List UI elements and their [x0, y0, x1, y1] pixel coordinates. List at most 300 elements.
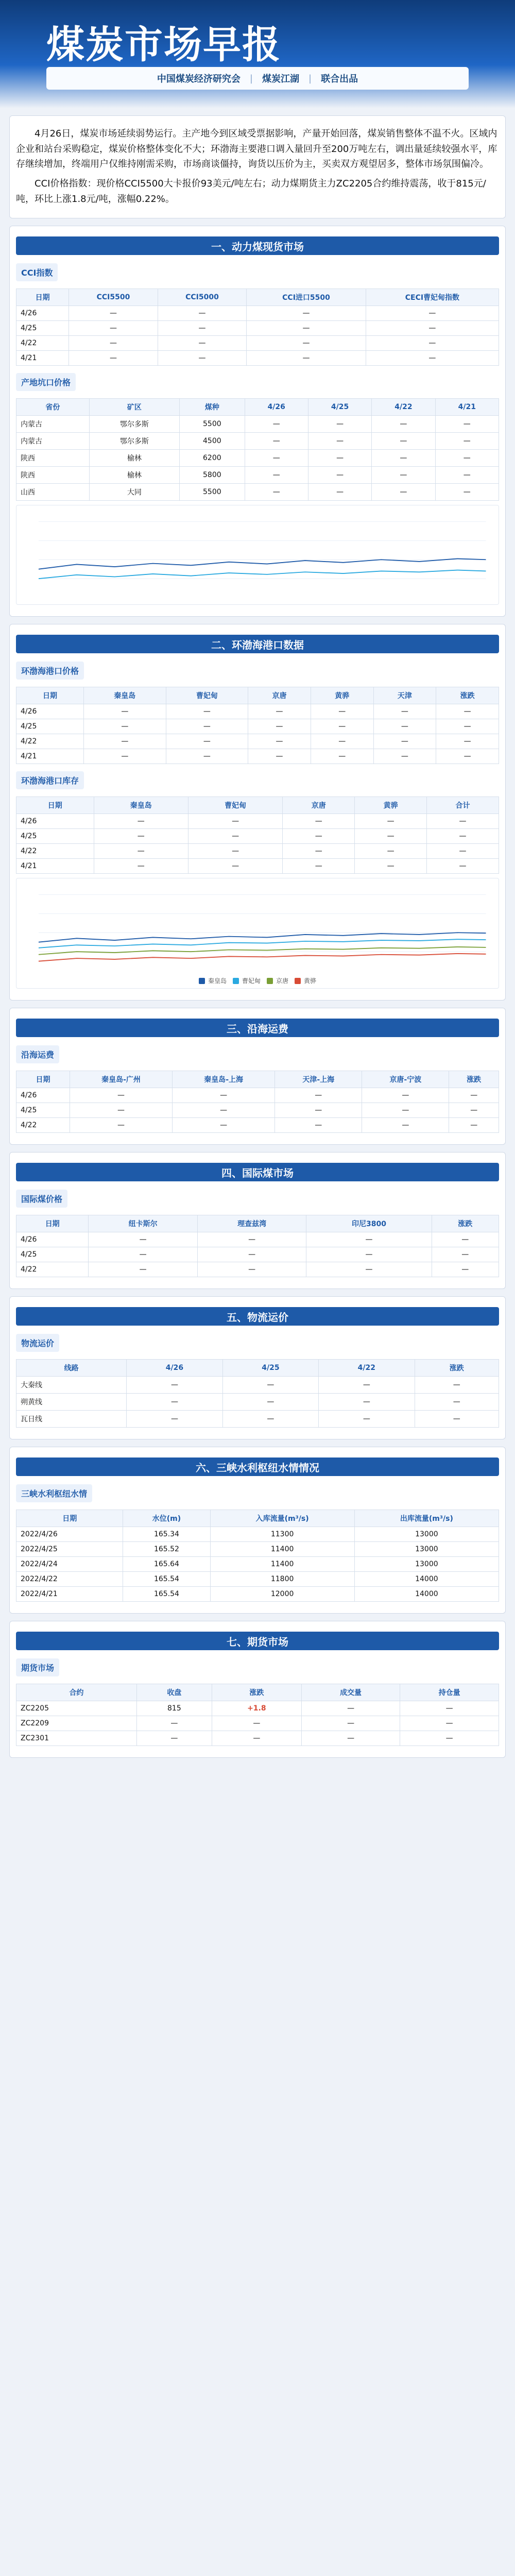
org-mtjh: 煤炭江湖 — [262, 74, 299, 84]
cell: 朔黄线 — [16, 1394, 127, 1411]
cell: — — [70, 1103, 172, 1118]
port-prices-table — [16, 687, 499, 764]
cell: 165.54 — [123, 1587, 210, 1602]
cell: — — [372, 433, 435, 450]
cell: — — [308, 416, 371, 433]
cell: — — [166, 704, 248, 719]
col-header: 涨跌 — [415, 1360, 499, 1377]
col-header: 印尼3800 — [306, 1215, 432, 1232]
chart-card — [16, 878, 499, 989]
cell: — — [247, 351, 366, 366]
legend — [20, 976, 495, 985]
cell: — — [222, 1394, 318, 1411]
cell: — — [94, 859, 188, 874]
cell: — — [247, 306, 366, 321]
cell: 165.52 — [123, 1542, 210, 1557]
cell: 4500 — [180, 433, 245, 450]
section-title: 三、沿海运费 — [227, 1022, 288, 1035]
cell: 榆林 — [89, 467, 179, 484]
col-header: 水位(m) — [123, 1510, 210, 1527]
cell: — — [355, 844, 427, 859]
col-header: 黄骅 — [355, 797, 427, 814]
cell: 4/22 — [16, 734, 84, 749]
cell: — — [432, 1262, 499, 1277]
cell: 鄂尔多斯 — [89, 416, 179, 433]
col-header: 秦皇岛 — [94, 797, 188, 814]
section-spot-market — [9, 226, 506, 617]
separator: | — [249, 73, 253, 84]
legend-swatch — [295, 978, 301, 984]
section-three-gorges — [9, 1447, 506, 1614]
freight-table — [16, 1071, 499, 1133]
table-row — [16, 1716, 499, 1731]
cell: 2022/4/24 — [16, 1557, 123, 1572]
col-header: 黄骅 — [311, 687, 373, 704]
cell: 12000 — [210, 1587, 354, 1602]
cell: — — [69, 336, 158, 351]
table-row — [16, 1411, 499, 1428]
cell: 815 — [136, 1701, 212, 1716]
cell: — — [308, 433, 371, 450]
col-header: CCI5000 — [158, 289, 246, 306]
table-row — [16, 433, 499, 450]
cell: — — [197, 1247, 306, 1262]
cell: 4/21 — [16, 351, 69, 366]
section-bar — [16, 1458, 499, 1476]
cell: — — [275, 1088, 362, 1103]
cell: — — [362, 1088, 449, 1103]
cell: — — [173, 1118, 275, 1133]
cell: — — [245, 433, 308, 450]
table-title: 环渤海港口库存 — [16, 771, 84, 789]
cell: 内蒙古 — [16, 416, 90, 433]
cell: 4/25 — [16, 719, 84, 734]
cell: 4/21 — [16, 749, 84, 764]
cell: — — [400, 1701, 499, 1716]
col-header: 4/25 — [222, 1360, 318, 1377]
cell: — — [373, 704, 436, 719]
cell: — — [245, 484, 308, 501]
cell: 鄂尔多斯 — [89, 433, 179, 450]
table-row — [16, 719, 499, 734]
cell: ZC2301 — [16, 1731, 137, 1746]
legend-swatch — [267, 978, 273, 984]
cell: — — [127, 1377, 222, 1394]
table-row — [16, 829, 499, 844]
table-row — [16, 1731, 499, 1746]
cell: 陕西 — [16, 450, 90, 467]
section-bar — [16, 635, 499, 653]
col-header: 省份 — [16, 399, 90, 416]
cell: — — [308, 450, 371, 467]
cell: — — [69, 306, 158, 321]
col-header: CCI进口5500 — [247, 289, 366, 306]
cell: 榆林 — [89, 450, 179, 467]
cell: 4/26 — [16, 814, 94, 829]
cell: — — [248, 704, 311, 719]
section-title: 六、三峡水利枢纽水情情况 — [196, 1461, 319, 1474]
price-trend-chart — [20, 509, 495, 601]
col-header: 4/21 — [435, 399, 499, 416]
cell: — — [436, 734, 499, 749]
port-stock-trend-chart — [20, 882, 495, 974]
cell: — — [84, 734, 166, 749]
table-row — [16, 1088, 499, 1103]
cell: 4/22 — [16, 336, 69, 351]
separator: | — [308, 73, 312, 84]
cell: — — [127, 1411, 222, 1428]
cell: — — [435, 484, 499, 501]
section-bar — [16, 1163, 499, 1181]
chart-bg — [20, 512, 495, 598]
cell: — — [362, 1118, 449, 1133]
futures-table — [16, 1684, 499, 1746]
cell: — — [366, 321, 499, 336]
section-title: 五、物流运价 — [227, 1311, 288, 1324]
col-header: 秦皇岛-广州 — [70, 1071, 172, 1088]
cell: — — [435, 433, 499, 450]
col-header: 日期 — [16, 1215, 89, 1232]
cell: — — [311, 719, 373, 734]
cell: — — [449, 1103, 499, 1118]
cell: — — [84, 704, 166, 719]
cell: — — [427, 859, 499, 874]
cell: — — [355, 829, 427, 844]
col-header: 持仓量 — [400, 1684, 499, 1701]
legend-item — [295, 976, 316, 985]
table-row — [16, 416, 499, 433]
cell: — — [136, 1731, 212, 1746]
cell: 4/25 — [16, 829, 94, 844]
cell: — — [372, 467, 435, 484]
col-header: 合计 — [427, 797, 499, 814]
table-row — [16, 1118, 499, 1133]
cell: 2022/4/22 — [16, 1572, 123, 1587]
cell: — — [245, 450, 308, 467]
cell: 11300 — [210, 1527, 354, 1542]
col-header: 4/22 — [319, 1360, 415, 1377]
section-freight — [9, 1008, 506, 1145]
cell: — — [84, 749, 166, 764]
col-header: 日期 — [16, 1510, 123, 1527]
col-header: 煤种 — [180, 399, 245, 416]
cell: — — [373, 719, 436, 734]
cell: — — [283, 859, 355, 874]
cell: — — [400, 1716, 499, 1731]
cell: 大同 — [89, 484, 179, 501]
cell: — — [173, 1088, 275, 1103]
cell: — — [301, 1701, 400, 1716]
cell: — — [212, 1716, 301, 1731]
cell: — — [158, 336, 246, 351]
cell: — — [283, 814, 355, 829]
cell: — — [70, 1118, 172, 1133]
col-header: 涨跌 — [212, 1684, 301, 1701]
section-title: 四、国际煤市场 — [221, 1166, 294, 1179]
table-row — [16, 1262, 499, 1277]
table-row — [16, 734, 499, 749]
cell: — — [127, 1394, 222, 1411]
table-row — [16, 450, 499, 467]
cell: — — [222, 1377, 318, 1394]
cell: 5800 — [180, 467, 245, 484]
cell: — — [311, 749, 373, 764]
table-row — [16, 351, 499, 366]
table-row — [16, 704, 499, 719]
cell: — — [89, 1247, 197, 1262]
col-header: 矿区 — [89, 399, 179, 416]
col-header: 4/26 — [127, 1360, 222, 1377]
cell: — — [247, 321, 366, 336]
table-row — [16, 1377, 499, 1394]
cell: — — [70, 1088, 172, 1103]
cell: 4/26 — [16, 306, 69, 321]
cell: — — [400, 1731, 499, 1746]
cell: — — [245, 416, 308, 433]
logistics-table — [16, 1359, 499, 1428]
cell: — — [449, 1088, 499, 1103]
table-row — [16, 484, 499, 501]
cell: — — [158, 351, 246, 366]
cell: 11800 — [210, 1572, 354, 1587]
table-row — [16, 814, 499, 829]
col-header: 4/22 — [372, 399, 435, 416]
cell: — — [427, 814, 499, 829]
table-row — [16, 1587, 499, 1602]
cell: — — [248, 749, 311, 764]
cell: — — [166, 719, 248, 734]
cell: — — [373, 734, 436, 749]
col-header: 曹妃甸 — [188, 797, 282, 814]
cell: — — [173, 1103, 275, 1118]
col-header: 涨跌 — [432, 1215, 499, 1232]
col-header: 入库流量(m³/s) — [210, 1510, 354, 1527]
table-row — [16, 1247, 499, 1262]
cell: 4/26 — [16, 1232, 89, 1247]
col-header: 日期 — [16, 687, 84, 704]
cell: +1.8 — [212, 1701, 301, 1716]
cell: — — [415, 1411, 499, 1428]
cell: — — [355, 814, 427, 829]
section-bar — [16, 1632, 499, 1650]
cci-index-table — [16, 289, 499, 366]
cell: — — [415, 1377, 499, 1394]
cell: 4/25 — [16, 1103, 70, 1118]
cell: 4/26 — [16, 1088, 70, 1103]
cell: 13000 — [354, 1542, 499, 1557]
legend-label: 京唐 — [276, 977, 289, 985]
cell: — — [248, 734, 311, 749]
table-title: 产地坑口价格 — [16, 373, 76, 391]
cell: — — [436, 704, 499, 719]
chart-card — [16, 505, 499, 605]
col-header: 理查兹湾 — [197, 1215, 306, 1232]
table-row — [16, 749, 499, 764]
cell: — — [366, 336, 499, 351]
cell: — — [366, 351, 499, 366]
col-header: 线路 — [16, 1360, 127, 1377]
col-header: 成交量 — [301, 1684, 400, 1701]
col-header: 日期 — [16, 289, 69, 306]
cell: — — [69, 351, 158, 366]
col-header: 4/26 — [245, 399, 308, 416]
cell: 5500 — [180, 484, 245, 501]
cell: 4/25 — [16, 321, 69, 336]
table-row — [16, 844, 499, 859]
cell: 14000 — [354, 1572, 499, 1587]
cell: 6200 — [180, 450, 245, 467]
cell: 2022/4/26 — [16, 1527, 123, 1542]
table-row — [16, 1232, 499, 1247]
section-bar — [16, 1019, 499, 1037]
section-bar — [16, 1307, 499, 1326]
cell: — — [372, 484, 435, 501]
cell: — — [89, 1262, 197, 1277]
port-stocks-table — [16, 796, 499, 874]
section-title: 一、动力煤现货市场 — [211, 240, 304, 253]
cell: — — [319, 1394, 415, 1411]
cell: 4/22 — [16, 1118, 70, 1133]
cell: — — [306, 1232, 432, 1247]
cell: — — [435, 450, 499, 467]
table-title: 三峡水利枢纽水情 — [16, 1484, 92, 1502]
intl-prices-table — [16, 1215, 499, 1277]
legend-item — [199, 976, 227, 985]
cell: — — [94, 829, 188, 844]
col-header: 曹妃甸 — [166, 687, 248, 704]
cell: — — [166, 734, 248, 749]
production-prices-table — [16, 398, 499, 501]
cell: — — [188, 829, 282, 844]
cell: — — [355, 859, 427, 874]
table-row — [16, 1572, 499, 1587]
cell: — — [275, 1103, 362, 1118]
cell: — — [212, 1731, 301, 1746]
table-row — [16, 1103, 499, 1118]
col-header: 涨跌 — [436, 687, 499, 704]
cell: — — [188, 844, 282, 859]
cell: — — [366, 306, 499, 321]
cell: — — [301, 1731, 400, 1746]
table-title: 环渤海港口价格 — [16, 662, 84, 680]
cell: 4/22 — [16, 1262, 89, 1277]
cell: — — [188, 859, 282, 874]
cell: — — [436, 749, 499, 764]
cell: 4/22 — [16, 844, 94, 859]
cell: — — [372, 416, 435, 433]
col-header: CCI5500 — [69, 289, 158, 306]
table-row — [16, 321, 499, 336]
cell: 陕西 — [16, 467, 90, 484]
cell: — — [283, 829, 355, 844]
cell: 13000 — [354, 1557, 499, 1572]
summary-section — [9, 115, 506, 218]
col-header: 京唐 — [283, 797, 355, 814]
cell: 14000 — [354, 1587, 499, 1602]
cell: 13000 — [354, 1527, 499, 1542]
cell: — — [222, 1411, 318, 1428]
three-gorges-table — [16, 1510, 499, 1602]
cell: 4/26 — [16, 704, 84, 719]
cell: — — [319, 1377, 415, 1394]
col-header: 合约 — [16, 1684, 137, 1701]
cell: — — [427, 829, 499, 844]
chart-bg — [20, 885, 495, 971]
cell: — — [311, 704, 373, 719]
cell: — — [308, 484, 371, 501]
cell: — — [435, 416, 499, 433]
table-title: 国际煤价格 — [16, 1190, 67, 1208]
cell: 内蒙古 — [16, 433, 90, 450]
cell: — — [166, 749, 248, 764]
col-header: 出库流量(m³/s) — [354, 1510, 499, 1527]
cell: — — [301, 1716, 400, 1731]
section-port-data — [9, 624, 506, 1001]
cell: — — [436, 719, 499, 734]
legend-label: 秦皇岛 — [208, 977, 227, 985]
cell: — — [427, 844, 499, 859]
col-header: 天津-上海 — [275, 1071, 362, 1088]
cell: ZC2205 — [16, 1701, 137, 1716]
cell: — — [247, 336, 366, 351]
legend-item — [267, 976, 288, 985]
legend-item — [233, 976, 261, 985]
table-row — [16, 1542, 499, 1557]
col-header: 天津 — [373, 687, 436, 704]
cell: 2022/4/21 — [16, 1587, 123, 1602]
cell: — — [188, 814, 282, 829]
page-title: 煤炭市场早报 — [46, 23, 281, 67]
cell: — — [311, 734, 373, 749]
col-header: 京唐-宁波 — [362, 1071, 449, 1088]
col-header: 日期 — [16, 797, 94, 814]
col-header: 纽卡斯尔 — [89, 1215, 197, 1232]
col-header: 4/25 — [308, 399, 371, 416]
legend-swatch — [233, 978, 239, 984]
cell: — — [449, 1118, 499, 1133]
col-header: 收盘 — [136, 1684, 212, 1701]
cell: — — [248, 719, 311, 734]
col-header: 京唐 — [248, 687, 311, 704]
cell: — — [94, 814, 188, 829]
section-futures — [9, 1621, 506, 1758]
cell: 山西 — [16, 484, 90, 501]
table-title: CCI指数 — [16, 263, 58, 281]
header — [0, 0, 515, 108]
section-intl — [9, 1152, 506, 1289]
table-title: 沿海运费 — [16, 1045, 59, 1063]
cell: — — [197, 1262, 306, 1277]
cell: — — [362, 1103, 449, 1118]
cell: — — [306, 1262, 432, 1277]
cell: — — [94, 844, 188, 859]
brand-strip — [46, 67, 469, 90]
table-row — [16, 467, 499, 484]
cell: — — [283, 844, 355, 859]
cell: — — [245, 467, 308, 484]
cell: 4/25 — [16, 1247, 89, 1262]
col-header: CECI曹妃甸指数 — [366, 289, 499, 306]
col-header: 秦皇岛-上海 — [173, 1071, 275, 1088]
legend-label: 曹妃甸 — [242, 977, 261, 985]
section-title: 二、环渤海港口数据 — [211, 638, 304, 651]
table-title: 期货市场 — [16, 1658, 59, 1676]
table-row — [16, 1527, 499, 1542]
cell: 4/21 — [16, 859, 94, 874]
cell: 5500 — [180, 416, 245, 433]
org-joint: 联合出品 — [321, 74, 358, 84]
cell: — — [432, 1247, 499, 1262]
